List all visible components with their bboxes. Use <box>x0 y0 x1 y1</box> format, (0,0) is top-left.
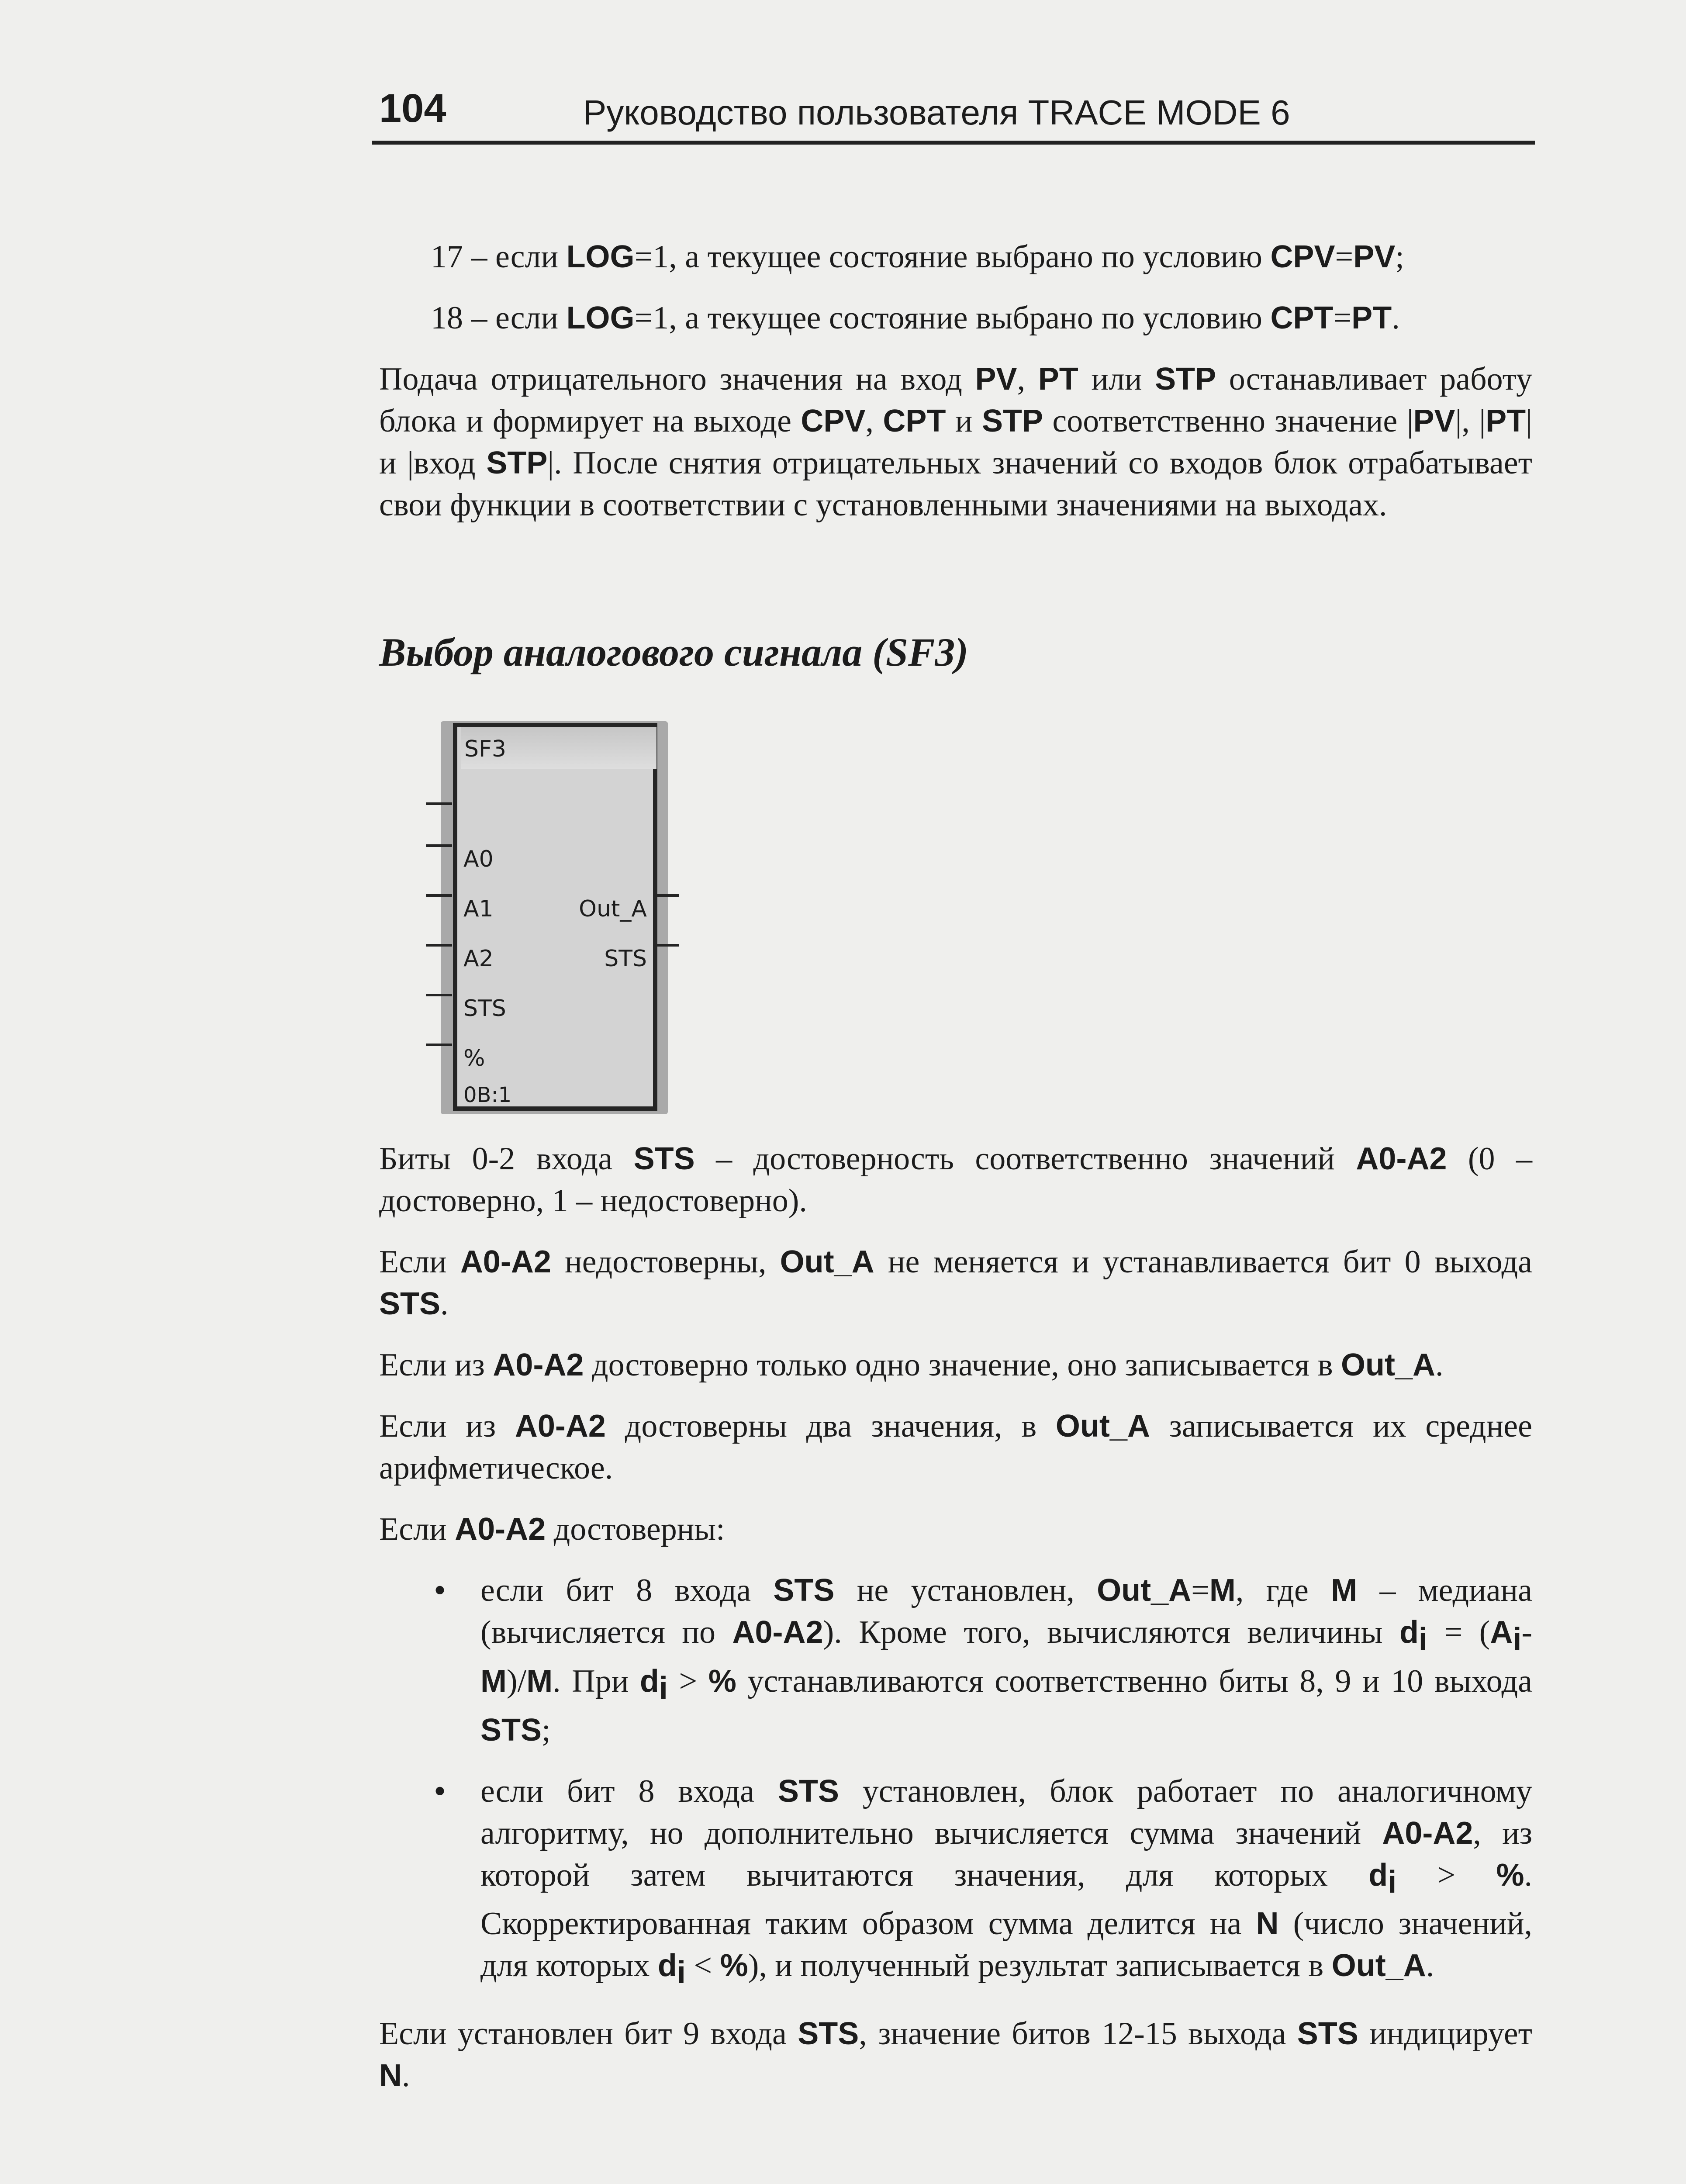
output-sts: STS <box>604 946 647 972</box>
running-header-title: Руководство пользователя TRACE MODE 6 <box>583 93 1290 132</box>
input-sts: STS <box>463 995 506 1022</box>
paragraph-sts-bits: Биты 0-2 входа STS – достоверность соответственно значений A0-A2 (0 – достоверно, 1 – недостоверно). <box>379 1141 1532 1219</box>
header-rule <box>372 141 1535 145</box>
body-text <box>379 1138 1532 2116</box>
sf3-block-diagram <box>426 714 679 1118</box>
page-number: 104 <box>379 86 446 131</box>
bullet-icon: • <box>434 1571 446 1610</box>
paragraph-two-valid: Если из A0-A2 достоверны два значения, в Out_A записывается их среднее арифметическое. <box>379 1408 1532 1486</box>
paragraph-all-valid: Если A0-A2 достоверны: <box>379 1511 725 1547</box>
bullet-list <box>379 1569 1532 1994</box>
input-pin-line <box>426 802 452 805</box>
item-18: 18 – если LOG=1, а текущее состояние выбрано по условию CPT=PT. <box>431 300 1400 336</box>
list-item: • если бит 8 входа STS не установлен, Out_A=M, где M – медиана (вычисляется по A0-A2). Кроме того, вычисляются величины $d_i = (A_i-M)/M$. При $d_i$ > % устанавливаются соответственно биты 8, 9 и 10 выхода STS; <box>379 1569 1532 1751</box>
input-percent: % <box>463 1045 485 1071</box>
item-17: 17 – если LOG=1, а текущее состояние выбрано по условию CPV=PV; <box>431 239 1404 275</box>
input-0b1: 0B:1 <box>463 1083 512 1107</box>
function-block <box>453 723 657 1111</box>
paragraph-one-valid: Если из A0-A2 достоверно только одно значение, оно записывается в Out_A. <box>379 1347 1444 1383</box>
input-a0: A0 <box>463 846 494 872</box>
bullet-icon: • <box>434 1772 446 1811</box>
block-title: SF3 <box>461 727 656 769</box>
paragraph-bit9: Если установлен бит 9 входа STS, значение битов 12-15 выхода STS индицирует N. <box>379 2016 1532 2094</box>
input-a2: A2 <box>463 946 494 972</box>
paragraph-none-valid: Если A0-A2 недостоверны, Out_A не меняется и устанавливается бит 0 выхода STS. <box>379 1244 1533 1322</box>
top-text <box>379 236 1532 545</box>
list-item: • если бит 8 входа STS установлен, блок работает по аналогичному алгоритму, но дополнительно вычисляется сумма значений A0-A2, из которой затем вычитаются значения, для которых $d_i$ > %. Скорректированная таким образом сумма делится на N (число значений, для которых $d_i$ < %), и полученный результат записывается в Out_A. <box>379 1770 1532 1994</box>
input-pin-line <box>426 844 452 847</box>
input-a1: A1 <box>463 896 494 922</box>
input-pin-line <box>426 944 452 947</box>
section-title: Выбор аналогового сигнала (SF3) <box>379 630 969 674</box>
paragraph-negative-input: Подача отрицательного значения на вход PV, PT или STP останавливает работу блока и формирует на выходе CPV, CPT и STP соответственно значение |PV|, |PT| и |вход STP|. После снятия отрицательных значений со входов блок отрабатывает свои функции в соответствии с установленными значениями на выходах. <box>379 361 1533 523</box>
input-pin-line <box>426 894 452 897</box>
output-out-a: Out_A <box>579 896 647 922</box>
input-pin-line <box>426 994 452 996</box>
input-pin-line <box>426 1044 452 1046</box>
